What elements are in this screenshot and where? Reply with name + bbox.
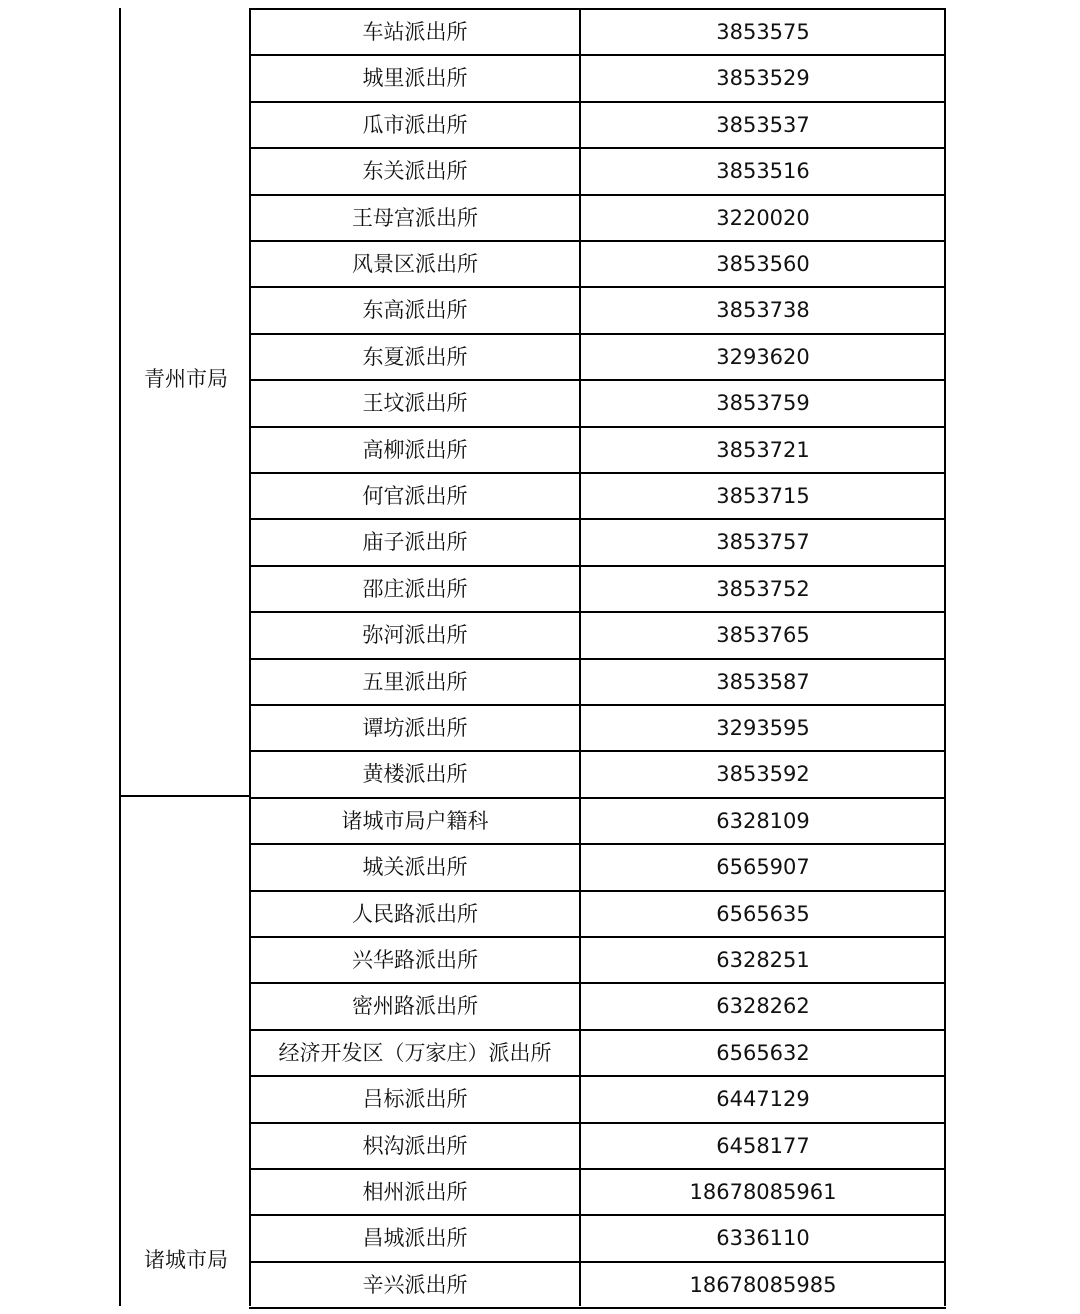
station-name: 相州派出所 bbox=[362, 1180, 468, 1204]
phone-number: 3293595 bbox=[716, 716, 810, 740]
phone-number: 18678085985 bbox=[689, 1272, 837, 1297]
table-row bbox=[250, 102, 946, 148]
station-name: 车站派出所 bbox=[362, 20, 468, 44]
phone-number: 3853765 bbox=[716, 623, 810, 648]
phone-number: 3853738 bbox=[716, 298, 810, 323]
station-name: 邵庄派出所 bbox=[362, 576, 468, 601]
table-row bbox=[250, 612, 946, 658]
station-name: 城关派出所 bbox=[362, 855, 468, 880]
phone-number: 3853759 bbox=[716, 391, 810, 416]
phone-number: 6565632 bbox=[716, 1040, 810, 1065]
table-row bbox=[250, 55, 946, 101]
station-name: 枳沟派出所 bbox=[362, 1133, 468, 1158]
phone-number: 6328262 bbox=[716, 994, 810, 1019]
station-name: 庙子派出所 bbox=[362, 530, 468, 555]
left-border bbox=[119, 8, 121, 1306]
phone-number: 6565635 bbox=[716, 901, 810, 926]
table-row bbox=[250, 241, 946, 287]
phone-number: 3853715 bbox=[716, 484, 810, 508]
table-row bbox=[250, 983, 946, 1029]
table-row bbox=[250, 844, 946, 890]
group-label-qingzhou: 青州市局 bbox=[144, 367, 228, 391]
table-bottom-border bbox=[249, 1307, 946, 1309]
table-row bbox=[250, 1030, 946, 1076]
station-name: 东高派出所 bbox=[362, 298, 468, 323]
table-row bbox=[250, 1169, 946, 1215]
table-row bbox=[250, 1262, 946, 1308]
phone-number: 3220020 bbox=[716, 205, 810, 230]
phone-number: 3853516 bbox=[716, 159, 810, 184]
phone-number: 6328251 bbox=[716, 948, 810, 972]
station-name: 辛兴派出所 bbox=[362, 1272, 468, 1297]
station-name: 城里派出所 bbox=[362, 66, 468, 91]
station-name: 密州路派出所 bbox=[352, 994, 478, 1019]
station-name: 东关派出所 bbox=[362, 159, 468, 184]
station-name: 瓜市派出所 bbox=[362, 112, 468, 137]
table-row bbox=[250, 891, 946, 937]
station-name: 吕标派出所 bbox=[362, 1087, 468, 1112]
phone-number: 3853529 bbox=[716, 66, 810, 91]
station-name: 高柳派出所 bbox=[362, 437, 468, 462]
phone-number: 3853575 bbox=[716, 20, 810, 44]
phone-number: 3853587 bbox=[716, 669, 810, 694]
table-row bbox=[250, 1076, 946, 1122]
station-name: 五里派出所 bbox=[362, 669, 468, 694]
table-row bbox=[250, 937, 946, 983]
phone-number: 3853721 bbox=[716, 437, 810, 462]
table-row bbox=[250, 798, 946, 844]
station-name: 王母宫派出所 bbox=[352, 205, 478, 230]
table-row bbox=[250, 148, 946, 194]
station-name: 弥河派出所 bbox=[362, 623, 468, 648]
station-name: 谭坊派出所 bbox=[362, 716, 468, 740]
table-row bbox=[250, 751, 946, 797]
phone-number: 3853752 bbox=[716, 576, 810, 601]
table-row bbox=[250, 427, 946, 473]
table-row bbox=[250, 334, 946, 380]
phone-number: 3853560 bbox=[716, 252, 810, 276]
station-name: 黄楼派出所 bbox=[362, 762, 468, 787]
table-row bbox=[250, 473, 946, 519]
group-separator bbox=[119, 795, 251, 797]
station-name: 风景区派出所 bbox=[352, 252, 478, 276]
station-name: 诸城市局户籍科 bbox=[341, 808, 489, 833]
station-name: 王坟派出所 bbox=[362, 391, 468, 416]
table-row bbox=[250, 9, 946, 55]
station-name: 昌城派出所 bbox=[362, 1226, 468, 1251]
phone-number: 3293620 bbox=[716, 344, 810, 369]
phone-number: 3853537 bbox=[716, 112, 810, 137]
phone-number: 6565907 bbox=[716, 855, 810, 880]
station-name: 东夏派出所 bbox=[362, 344, 468, 369]
table-row bbox=[250, 659, 946, 705]
table-row bbox=[250, 705, 946, 751]
group-label-zhucheng: 诸城市局 bbox=[144, 1248, 228, 1272]
station-name: 何官派出所 bbox=[362, 484, 468, 508]
table-row bbox=[250, 566, 946, 612]
table-row bbox=[250, 287, 946, 333]
table-row bbox=[250, 380, 946, 426]
table-row bbox=[250, 1123, 946, 1169]
phone-number: 6458177 bbox=[716, 1133, 810, 1158]
table-row bbox=[250, 195, 946, 241]
station-name: 兴华路派出所 bbox=[352, 948, 478, 972]
table-row bbox=[250, 519, 946, 565]
phone-number: 6328109 bbox=[716, 808, 810, 833]
phone-number: 18678085961 bbox=[689, 1180, 837, 1204]
table-row bbox=[250, 1215, 946, 1261]
phone-number: 6447129 bbox=[716, 1087, 810, 1112]
phone-number: 3853592 bbox=[716, 762, 810, 787]
station-name: 人民路派出所 bbox=[352, 901, 478, 926]
phone-number: 3853757 bbox=[716, 530, 810, 555]
phone-number: 6336110 bbox=[716, 1226, 810, 1251]
station-name: 经济开发区（万家庄）派出所 bbox=[278, 1040, 552, 1065]
